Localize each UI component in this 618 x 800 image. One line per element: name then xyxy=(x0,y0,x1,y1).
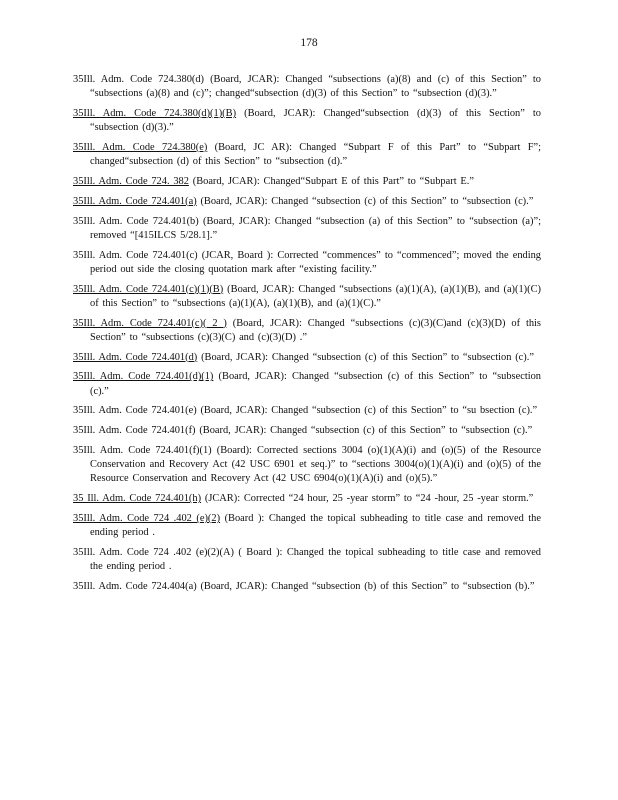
change-description: (Board, JCAR): Changed“subsection (d)(3) of this Section” to “subsection (d)(3).” xyxy=(90,108,541,134)
change-description: (Board ): Changed the topical subheading to title case and removed the ending period . xyxy=(90,512,541,539)
code-citation: 35Ill. Adm. Code 724. 382 xyxy=(73,176,189,187)
code-citation: 35Ill. Adm. Code 724.401(b) xyxy=(73,215,199,227)
code-citation: 35Ill. Adm. Code 724.380(e) xyxy=(73,142,208,153)
code-citation: 35Ill. Adm. Code 724.404(a) xyxy=(73,580,197,592)
change-description: (Board, JCAR): Changed “subsection (c) of this Section” to “subsection (c).” xyxy=(90,371,541,397)
change-entry xyxy=(73,283,541,311)
change-description: (Board, JCAR): Changed“Subpart E of this Part” to “Subpart E.” xyxy=(192,176,474,187)
code-citation: 35Ill. Adm. Code 724.380(d) xyxy=(73,74,205,85)
change-description: (Board, JCAR): Changed “subsection (b) of this Section” to “subsection (b).” xyxy=(200,580,535,592)
change-entry xyxy=(73,546,541,574)
change-description: (Board, JCAR): Changed “subsections (a)(8) and (c) of this Section” to “subsections (a)(8) and (c)”; changed“subsection (d)(3) of this Section” to “subsection (d)(3).” xyxy=(90,74,541,100)
code-citation: 35Ill. Adm. Code 724.401(c) xyxy=(73,249,198,261)
change-description: (Board, JCAR): Changed “subsection (c) of this Section” to “su bsection (c).” xyxy=(200,405,538,417)
change-description: (Board, JCAR): Changed “subsection (c) of this Section” to “subsection (c).” xyxy=(199,425,533,437)
change-description: (Board, JCAR): Changed “subsection (c) of this Section” to “subsection (c).” xyxy=(201,351,534,363)
change-entry xyxy=(73,580,541,594)
change-entry xyxy=(73,73,541,101)
change-description: (Board, JCAR): Changed “subsections (c)(3)(C)and (c)(3)(D) of this Section” to “subsections (c)(3)(C) and (c)(3)(D) .” xyxy=(90,317,541,343)
change-description: (Board, JCAR): Changed “subsection (c) of this Section” to “subsection (c).” xyxy=(200,195,534,207)
code-citation: 35Ill. Adm. Code 724.401(f)(1) xyxy=(73,444,212,456)
change-entry xyxy=(73,195,541,209)
change-entry xyxy=(73,215,541,243)
change-description: (JCAR, Board ): Corrected “commences” to “commenced”; moved the ending period out side the closing quotation mark after “existing facility.” xyxy=(90,249,541,275)
change-entry xyxy=(73,444,541,487)
page-number: 178 xyxy=(300,37,318,49)
code-citation: 35Ill. Adm. Code 724.401(c)(1)(B) xyxy=(73,283,224,295)
change-entry xyxy=(73,512,541,540)
change-description: ( Board ): Changed the topical subheading to title case and removed the ending period . xyxy=(90,546,541,573)
code-citation: 35 Ill. Adm. Code 724.401(h) xyxy=(73,493,202,505)
change-entry xyxy=(73,424,541,438)
change-description: (Board, JC AR): Changed “Subpart F of this Part” to “Subpart F”; changed“subsection (d) of this Section” to “subsection (d).” xyxy=(90,142,541,168)
change-description: (Board, JCAR): Changed “subsections (a)(1)(A), (a)(1)(B), and (a)(1)(C) of this Section” to “subsections (a)(1)(A), (a)(1)(B), and (a)(1)(C).” xyxy=(90,283,541,309)
change-entry xyxy=(73,370,541,398)
change-entry xyxy=(73,107,541,135)
change-entry xyxy=(73,317,541,345)
change-entry xyxy=(73,249,541,277)
change-log-list xyxy=(73,73,541,600)
change-description: (JCAR): Corrected “24 hour, 25 -year storm” to “24 -hour, 25 -year storm.” xyxy=(204,493,534,505)
change-entry xyxy=(73,351,541,365)
code-citation: 35Ill. Adm. Code 724.401(c)( 2 ) xyxy=(73,317,227,329)
code-citation: 35Ill. Adm. Code 724.401(a) xyxy=(73,195,197,207)
code-citation: 35Ill. Adm. Code 724 .402 (e)(2)(A) xyxy=(73,546,234,558)
code-citation: 35Ill. Adm. Code 724 .402 (e)(2) xyxy=(73,512,221,524)
code-citation: 35Ill. Adm. Code 724.401(e) xyxy=(73,405,197,417)
code-citation: 35Ill. Adm. Code 724.401(f) xyxy=(73,425,196,437)
change-entry xyxy=(73,175,541,189)
change-entry xyxy=(73,404,541,418)
code-citation: 35Ill. Adm. Code 724.401(d) xyxy=(73,351,198,363)
change-entry xyxy=(73,492,541,506)
code-citation: 35Ill. Adm. Code 724.401(d)(1) xyxy=(73,371,214,383)
change-description: (Board): Corrected sections 3004 (o)(1)(A)(i) and (o)(5) of the Resource Conservation and Recovery Act (42 USC 6901 et seq.)” to “sections 3004(o)(1)(A)(i) and (o)(5) of the Resource Conservation and Recovery Act (42 USC 6904(o)(1)(A)(i) and (o)(5).” xyxy=(90,444,541,485)
code-citation: 35Ill. Adm. Code 724.380(d)(1)(B) xyxy=(73,108,237,119)
change-entry xyxy=(73,141,541,169)
change-description: (Board, JCAR): Changed “subsection (a) of this Section” to “subsection (a)”; removed “[415ILCS 5/28.1].” xyxy=(90,215,541,241)
